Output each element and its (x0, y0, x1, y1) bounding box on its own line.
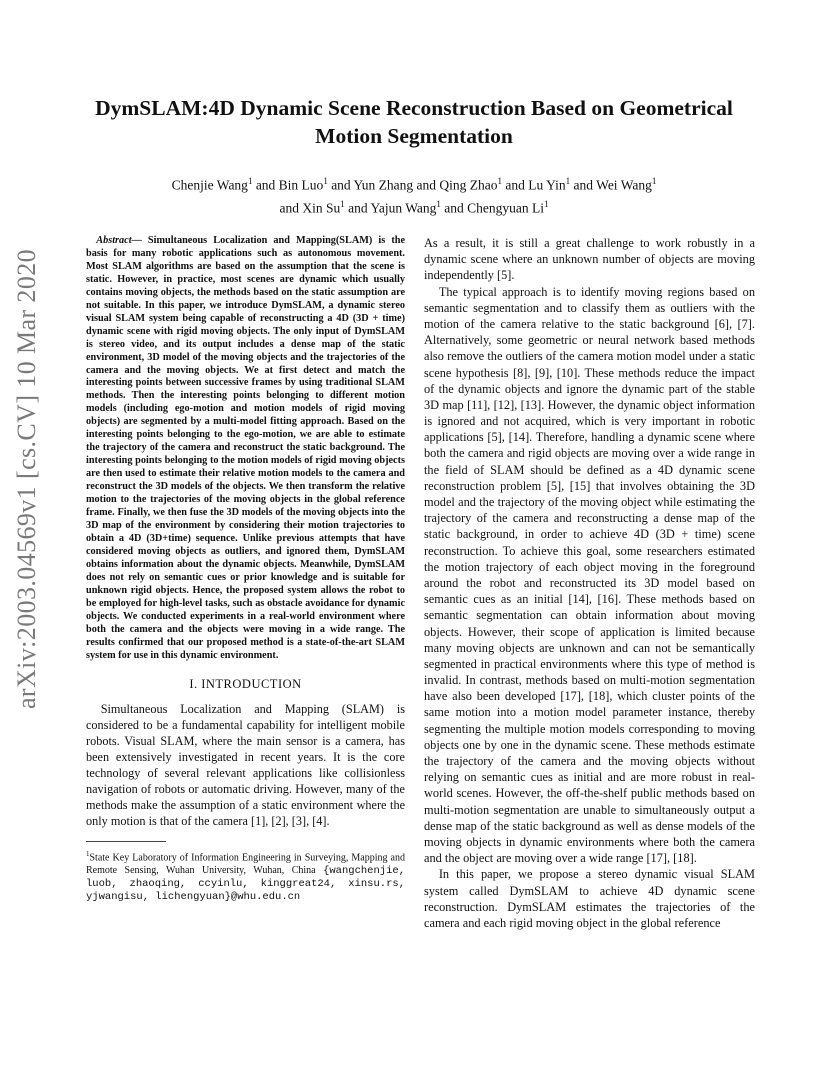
abstract-text: Simultaneous Localization and Mapping(SLAM) is the basis for many robotic applications such as autonomous movement. Most SLAM algorithms are based on the assumption that the scene is static. However, in practice, most scenes are dynamic which usually contains moving objects, the methods based on the static assumption are not suitable. In this paper, we introduce DymSLAM, a dynamic stereo visual SLAM system being capable of reconstructing a 4D (3D + time) dynamic scene with rigid moving objects. The only input of DymSLAM is stereo video, and its output includes a dense map of the static environment, 3D model of the moving objects and the trajectories of the camera and the moving objects. We at first detect and match the interesting points between successive frames by using traditional SLAM methods. Then the interesting points belonging to different motion models (including ego-motion and motion models of rigid moving objects) are segmented by a multi-model fitting approach. Based on the interesting points belonging to the ego-motion, we are able to estimate the trajectory of the camera and reconstruct the static background. The interesting points belonging to the motion models of rigid moving objects are then used to estimate their relative motion models to the camera and reconstruct the 3D models of the objects. We then transform the relative motion to the trajectories of the moving objects in the global reference frame. Finally, we then fuse the 3D models of the moving objects into the 3D map of the environment by considering their motion trajectories to obtain a 4D (3D+time) sequence. Unlike previous attempts that have considered moving objects as outliers, and ignored them, DymSLAM obtains information about the dynamic objects. Meanwhile, DymSLAM does not rely on semantic cues or prior knowledge and is suitable for unknown rigid objects. Hence, the proposed system allows the robot to be employed for high-level tasks, such as obstacle avoidance for dynamic objects. We conducted experiments in a real-world environment where both the camera and the objects were moving in a wide range. The results confirmed that our proposed method is a state-of-the-art SLAM system for use in this dynamic environment. (86, 235, 406, 661)
section-heading-introduction: I. INTRODUCTION (189, 677, 302, 692)
email-list: {wangchenjie, luob, zhaoqing, ccyinlu, kinggreat24, xinsu.rs, yjwangisu, lichengyuan}@whu.edu.cn (86, 865, 405, 903)
affiliation-footnote: $^1$State Key Laboratory of Information Engineering in Surveying, Mapping and Remote Sensing, Wuhan University, Wuhan, China {wangchenjie, luob, zhaoqing, ccyinlu, kinggreat24, xinsu.rs, yjwangisu, lichengyuan}@whu.edu.cn (86, 850, 405, 903)
paper-title (90, 94, 738, 150)
right-paragraph-1: As a result, it is still a great challenge to work robustly in a dynamic scene where an unknown number of objects are moving independently [5]. (424, 236, 755, 283)
title-line-2: Motion Segmentation (315, 124, 513, 148)
right-paragraph-3: In this paper, we propose a stereo dynamic visual SLAM system called DymSLAM to achieve 4D dynamic scene reconstruction. DymSLAM estimates the trajectories of the camera and each rigid moving object in the global reference (424, 867, 755, 930)
arxiv-identifier (8, 248, 46, 710)
right-paragraph-2: The typical approach is to identify moving regions based on semantic segmentation and to classify them as outliers with the motion of the camera relative to the static background [6], [7]. Alternatively, some geometric or neural network based methods also remove the outliers of the camera motion model under a static scene hypothesis [8], [9], [10]. These methods reduce the impact of the dynamic objects and ignore the dynamic part of the stable 3D map [11], [12], [13]. However, the dynamic object information is ignored and not acquired, which is very important in robotic applications [5], [14]. Therefore, handling a dynamic scene where both the camera and rigid objects are moving over a wide range in the field of SLAM should be defined as a 4D dynamic scene reconstruction problem [5], [15] that involves obtaining the 3D model and the trajectory of the moving object while estimating the trajectory of the camera and reconstructing a dense map of the static background, in order to achieve 4D (3D + time) scene reconstruction. To achieve this goal, some researchers estimated the motion trajectory of each object moving in the foreground around the robot and reconstructed its 3D model based on semantic cues as an initial [14], [16]. These methods based on semantic segmentation can obtain information about moving objects. However, their scope of application is limited because many moving objects are unknown and can not be semantically segmented in practical environments where this type of method is invalid. In contrast, methods based on multi-motion segmentation have also been developed [17], [18], which cluster points of the same motion into a motion model parameter instance, thereby segmenting the multiple motion models corresponding to moving objects one by one in the dynamic scene. These methods estimate the trajectory of the camera and the moving objects without relying on semantic cues as initial and are more robust in real-world scenes. However, the off-the-shelf public methods based on multi-motion segmentation are unable to simultaneously output a dense map of the static background as well as dense models of the moving objects in dynamic environments where both the camera and the object are moving over a wide range [17], [18]. (424, 284, 755, 866)
abstract: Abstract— Simultaneous Localization and Mapping(SLAM) is the basis for many robotic applications such as autonomous movement. Most SLAM algorithms are based on the assumption that the scene is static. However, in practice, most scenes are dynamic which usually contains moving objects, the methods based on the static assumption are not suitable. In this paper, we introduce DymSLAM, a dynamic stereo visual SLAM system being capable of reconstructing a 4D (3D + time) dynamic scene with rigid moving objects. The only input of DymSLAM is stereo video, and its output includes a dense map of the static environment, 3D model of the moving objects and the trajectories of the camera and the moving objects. We at first detect and match the interesting points between successive frames by using traditional SLAM methods. Then the interesting points belonging to different motion models (including ego-motion and motion models of rigid moving objects) are segmented by a multi-model fitting approach. Based on the interesting points belonging to the ego-motion, we are able to estimate the trajectory of the camera and reconstruct the static background. The interesting points belonging to the motion models of rigid moving objects are then used to estimate their relative motion models to the camera and reconstruct the 3D models of the objects. We then transform the relative motion to the trajectories of the moving objects in the global reference frame. Finally, we then fuse the 3D models of the moving objects into the 3D map of the environment by considering their motion trajectories to obtain a 4D (3D+time) sequence. Unlike previous attempts that have considered moving objects as outliers, and ignored them, DymSLAM obtains information about the dynamic objects. Meanwhile, DymSLAM does not rely on semantic cues or prior knowledge and is suitable for unknown rigid objects. Hence, the proposed system allows the robot to be employed for high-level tasks, such as obstacle avoidance for dynamic objects. We conducted experiments in a real-world environment where both the camera and the objects were moving in a wide range. The results confirmed that our proposed method is a state-of-the-art SLAM system for use in this dynamic environment. (86, 235, 406, 661)
author-line-2: and Xin Su$^1$ and Yajun Wang$^1$ and Chengyuan Li$^1$ (279, 198, 549, 215)
author-list (90, 172, 738, 217)
intro-paragraph-1: Simultaneous Localization and Mapping (SLAM) is considered to be a fundamental capability for intelligent mobile robots. Visual SLAM, where the main sensor is a camera, has been extensively investigated in recent years. It is the core technology of several relevant applications like collisionless navigation of robots or automatic driving. However, many of the methods make the assumption of a static environment where the only motion is that of the camera [1], [2], [3], [4]. (86, 702, 405, 829)
abstract-label: Abstract (96, 235, 132, 246)
author-line-1: Chenjie Wang$^1$ and Bin Luo$^1$ and Yun Zhang and Qing Zhao$^1$ and Lu Yin$^1$ and Wei Wang$^1$ (171, 176, 657, 193)
footnote-rule (86, 841, 166, 842)
title-line-1: DymSLAM:4D Dynamic Scene Reconstruction Based on Geometrical (95, 96, 733, 120)
left-column (86, 235, 405, 903)
arxiv-id-text: arXiv:2003.04569v1 [cs.CV] 10 Mar 2020 (12, 248, 41, 710)
right-column (424, 235, 755, 931)
